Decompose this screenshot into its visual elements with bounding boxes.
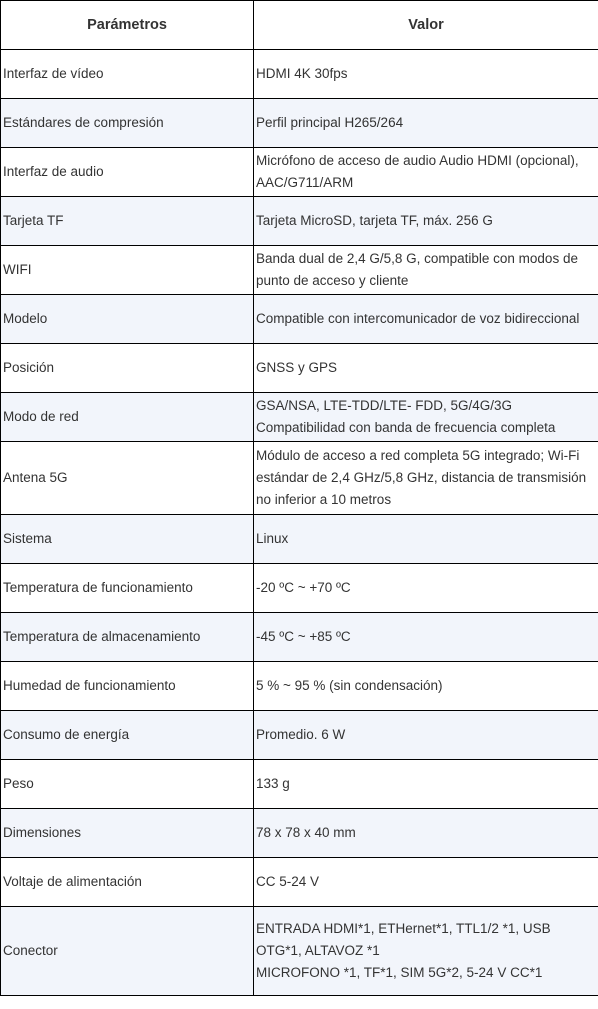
value-cell: GNSS y GPS [254,344,598,393]
table-row [1,295,598,344]
table-row [1,393,598,442]
value-cell: 78 x 78 x 40 mm [254,809,598,858]
table-row [1,711,598,760]
table-row [1,564,598,613]
value-cell: Micrófono de acceso de audio Audio HDMI (opcional), AAC/G711/ARM [254,148,598,197]
value-cell: HDMI 4K 30fps [254,50,598,99]
param-cell: Peso [1,760,254,809]
value-cell: GSA/NSA, LTE-TDD/LTE- FDD, 5G/4G/3G Compatibilidad con banda de frecuencia completa [254,393,598,442]
param-cell: Estándares de compresión [1,99,254,148]
table-row [1,50,598,99]
table-row [1,197,598,246]
param-cell: Antena 5G [1,442,254,515]
table-row [1,613,598,662]
param-cell: Interfaz de audio [1,148,254,197]
value-cell: 133 g [254,760,598,809]
value-cell: Tarjeta MicroSD, tarjeta TF, máx. 256 G [254,197,598,246]
param-cell: Sistema [1,515,254,564]
table-row [1,809,598,858]
header-valor: Valor [254,1,598,50]
param-cell: Voltaje de alimentación [1,858,254,907]
value-cell: Compatible con intercomunicador de voz bidireccional [254,295,598,344]
table-row [1,907,598,996]
value-cell: CC 5-24 V [254,858,598,907]
param-cell: Humedad de funcionamiento [1,662,254,711]
param-cell: Conector [1,907,254,996]
table-row [1,858,598,907]
param-cell: Interfaz de vídeo [1,50,254,99]
value-cell: Promedio. 6 W [254,711,598,760]
param-cell: Temperatura de funcionamiento [1,564,254,613]
value-cell: Linux [254,515,598,564]
param-cell: WIFI [1,246,254,295]
table-row [1,148,598,197]
table-row [1,662,598,711]
value-cell: Perfil principal H265/264 [254,99,598,148]
value-cell: Banda dual de 2,4 G/5,8 G, compatible con modos de punto de acceso y cliente [254,246,598,295]
value-cell: -20 ºC ~ +70 ºC [254,564,598,613]
table-row [1,515,598,564]
table-row [1,442,598,515]
header-parametros: Parámetros [1,1,254,50]
value-cell: 5 % ~ 95 % (sin condensación) [254,662,598,711]
table-row [1,344,598,393]
table-row [1,760,598,809]
param-cell: Consumo de energía [1,711,254,760]
value-cell: Módulo de acceso a red completa 5G integrado; Wi-Fi estándar de 2,4 GHz/5,8 GHz, distancia de transmisión no inferior a 10 metros [254,442,598,515]
table-row [1,246,598,295]
table-header-row [1,1,598,50]
value-cell: ENTRADA HDMI*1, ETHernet*1, TTL1/2 *1, USB OTG*1, ALTAVOZ *1 MICROFONO *1, TF*1, SIM 5G*2, 5-24 V CC*1 [254,907,598,996]
table-row [1,99,598,148]
param-cell: Modelo [1,295,254,344]
param-cell: Tarjeta TF [1,197,254,246]
value-cell: -45 ºC ~ +85 ºC [254,613,598,662]
param-cell: Dimensiones [1,809,254,858]
param-cell: Posición [1,344,254,393]
param-cell: Temperatura de almacenamiento [1,613,254,662]
param-cell: Modo de red [1,393,254,442]
